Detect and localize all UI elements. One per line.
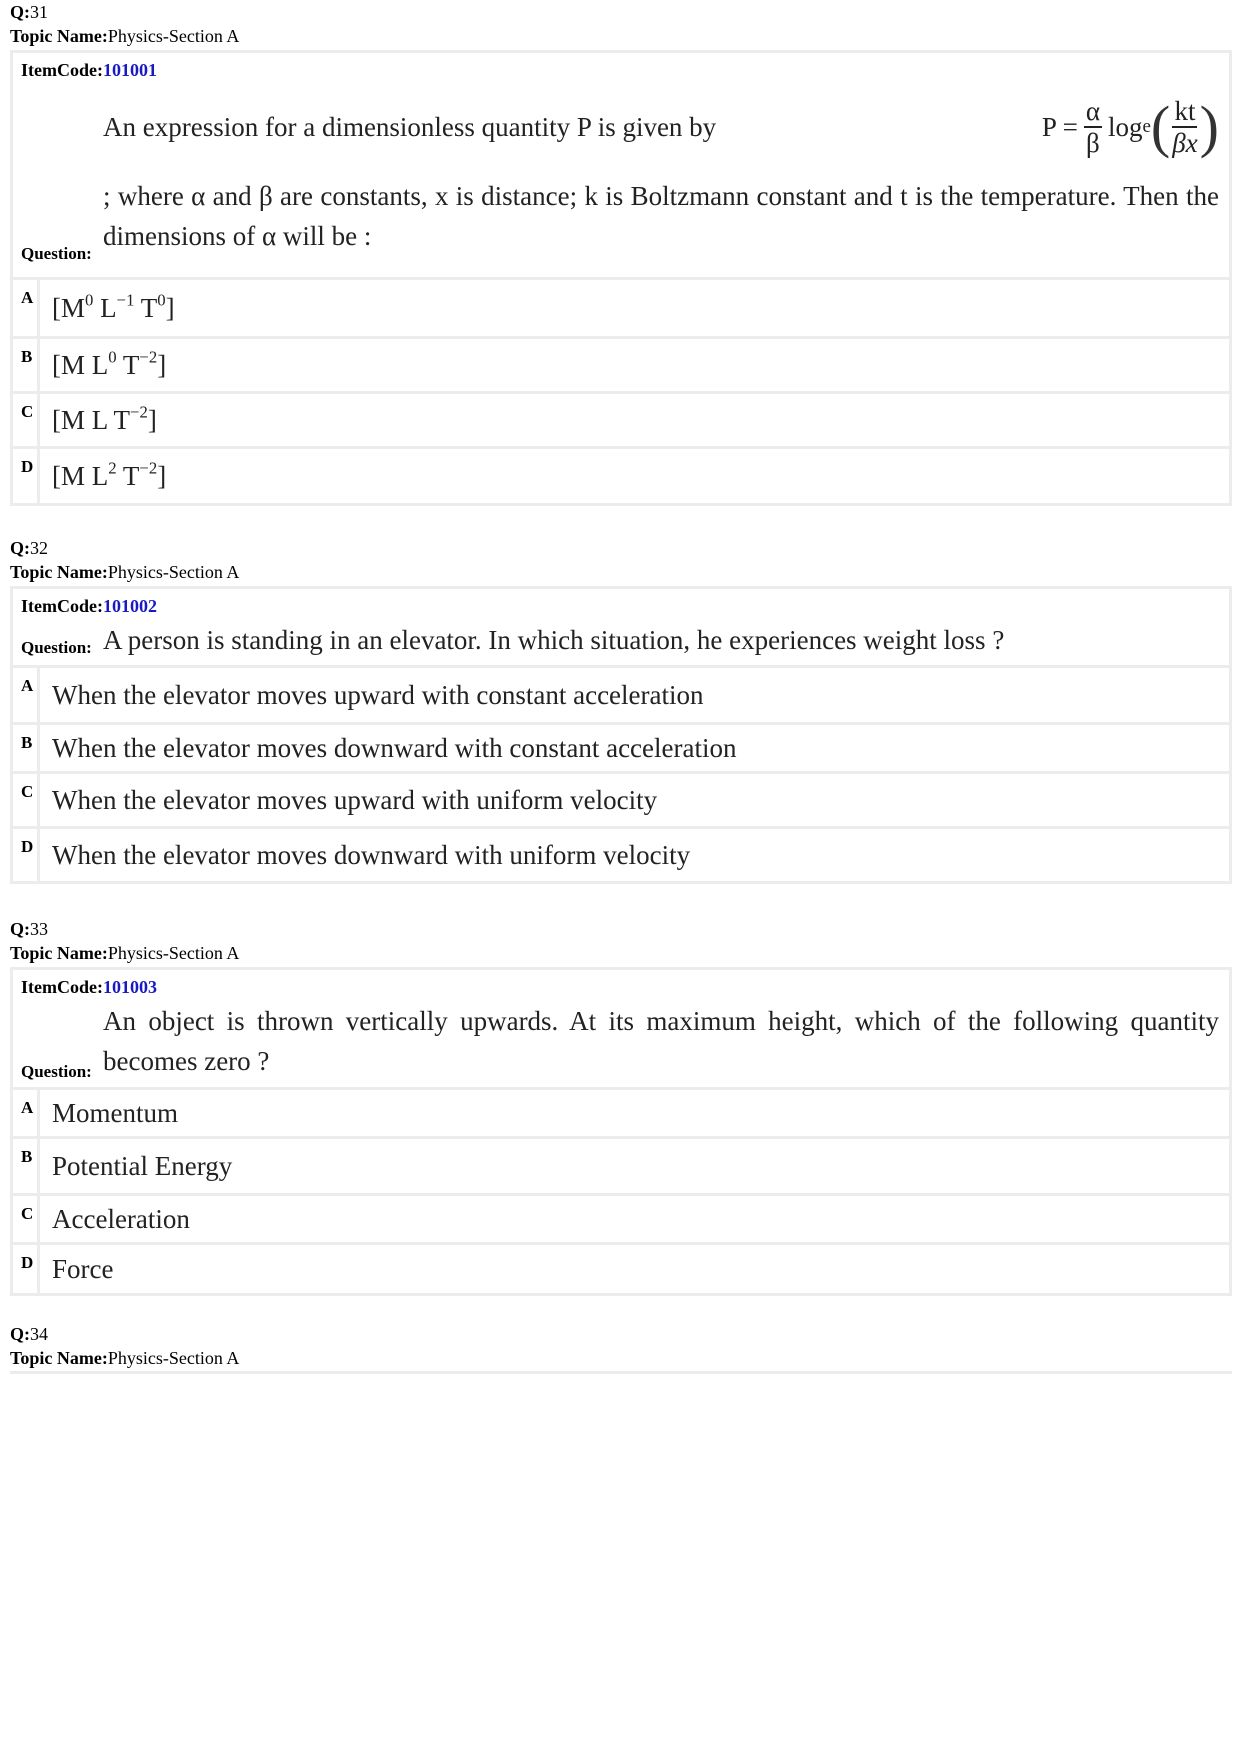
option-row[interactable] (13, 1139, 1229, 1196)
option-text: When the elevator moves downward with uniform velocity (52, 839, 691, 870)
option-row[interactable] (13, 394, 1229, 449)
option-text: [M $L^2$ $T^{-2}$] (52, 457, 167, 491)
option-row[interactable] (13, 1090, 1229, 1139)
question-34 (10, 1322, 1232, 1370)
question-card (10, 50, 1232, 506)
option-row[interactable] (13, 725, 1229, 774)
question-31 (10, 0, 1232, 506)
option-row[interactable] (13, 668, 1229, 725)
option-letter: C (13, 774, 40, 826)
option-row[interactable] (13, 774, 1229, 829)
question-number-line: Q:31 (10, 2, 48, 22)
option-text: When the elevator moves upward with constant acceleration (52, 679, 704, 710)
option-letter: A (13, 1090, 40, 1136)
option-text: Momentum (52, 1097, 178, 1128)
option-text: When the elevator moves upward with uniform velocity (52, 784, 658, 815)
question-label: Question: (21, 638, 92, 657)
option-text: Acceleration (52, 1203, 190, 1234)
option-letter: B (13, 1139, 40, 1193)
option-letter: D (13, 829, 40, 881)
question-text: A person is standing in an elevator. In which situation, he experiences weight loss ? (103, 625, 1005, 655)
question-number-line: Q:33 (10, 919, 48, 939)
topic-line: Topic Name:Physics-Section A (10, 26, 240, 46)
option-letter: D (13, 1245, 40, 1293)
option-row[interactable] (13, 449, 1229, 503)
topic-line: Topic Name:Physics-Section A (10, 1348, 240, 1368)
option-text: [M L $T^{-2}$] (52, 401, 157, 435)
item-code: ItemCode:101003 (21, 977, 157, 997)
option-letter: A (13, 668, 40, 722)
formula-fraction: $\frac{\alpha}{\beta}$ (1085, 96, 1100, 158)
question-row (13, 84, 1229, 280)
question-number-line: Q:34 (10, 1324, 48, 1344)
option-letter: A (13, 280, 40, 336)
formula-argument: $\frac{kt}{\beta x}$ (1172, 96, 1198, 158)
question-33 (10, 917, 1232, 1296)
item-code: ItemCode:101002 (21, 596, 157, 616)
item-code: ItemCode:101001 (21, 60, 157, 80)
question-number-line: Q:32 (10, 538, 48, 558)
option-letter: B (13, 725, 40, 771)
option-row[interactable] (13, 1245, 1229, 1293)
option-text: When the elevator moves downward with constant acceleration (52, 732, 737, 763)
question-text: An expression for a dimensionless quantity P is given by P = $\frac{\alpha}{\beta}$ log e ( $\frac{kt}{\beta x}$ ) ; where α and β are constants, x is distance; k is Boltzmann constant and t is the temperature. Then the dimensions of α will be : (103, 94, 1219, 251)
question-card (10, 586, 1232, 884)
question-label: Question: (21, 1062, 92, 1081)
option-letter: C (13, 1196, 40, 1242)
option-text: Potential Energy (52, 1150, 233, 1181)
question-row (13, 620, 1229, 668)
option-letter: D (13, 449, 40, 503)
question-card (10, 967, 1232, 1296)
option-row[interactable] (13, 829, 1229, 881)
option-row[interactable] (13, 339, 1229, 394)
option-letter: C (13, 394, 40, 446)
question-label: Question: (21, 244, 92, 263)
question-row (13, 1001, 1229, 1090)
option-row[interactable] (13, 280, 1229, 339)
option-text: Force (52, 1253, 114, 1284)
question-32 (10, 536, 1232, 884)
topic-line: Topic Name:Physics-Section A (10, 562, 240, 582)
option-letter: B (13, 339, 40, 391)
option-text: [$M^0$ $L^{-1}$ $T^0$] (52, 289, 175, 323)
question-text: An object is thrown vertically upwards. At its maximum height, which of the following quantity becomes zero ? (103, 1006, 1219, 1076)
card-top-border (10, 1371, 1232, 1374)
option-text: [M $L^0$ $T^{-2}$] (52, 346, 167, 380)
topic-line: Topic Name:Physics-Section A (10, 943, 240, 963)
option-row[interactable] (13, 1196, 1229, 1245)
